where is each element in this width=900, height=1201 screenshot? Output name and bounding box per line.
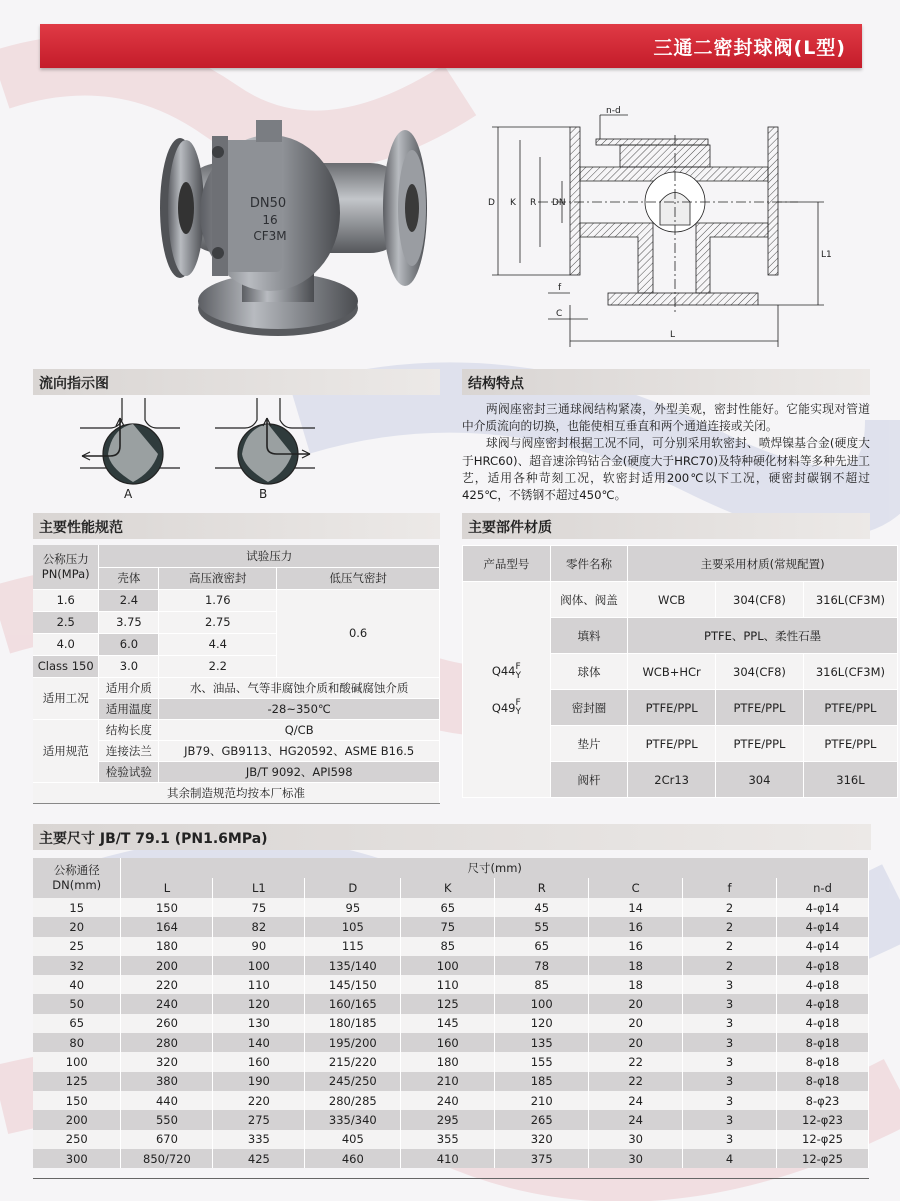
table-row: 填料 PTFE、PPL、柔性石墨 bbox=[463, 618, 898, 654]
dim-label-dn: DN bbox=[552, 198, 566, 208]
table-cell: 335 bbox=[213, 1130, 305, 1149]
flow-diagram bbox=[70, 398, 340, 502]
table-cell: 65 bbox=[495, 937, 589, 956]
dim-label-d: D bbox=[488, 198, 495, 208]
table-cell: 4-φ14 bbox=[777, 898, 869, 917]
table-cell: 24 bbox=[589, 1110, 683, 1129]
table-row: 密封圈 PTFE/PPL PTFE/PPL PTFE/PPL bbox=[463, 690, 898, 726]
table-cell: 4-φ14 bbox=[777, 917, 869, 936]
table-cell: 3 bbox=[683, 1130, 777, 1149]
table-row bbox=[33, 1072, 869, 1091]
table-row bbox=[33, 917, 869, 936]
table-cell: 190 bbox=[213, 1072, 305, 1091]
table-cell: 250 bbox=[33, 1130, 121, 1149]
table-cell: 180 bbox=[121, 937, 213, 956]
table-cell: 8-φ23 bbox=[777, 1091, 869, 1110]
table-row bbox=[33, 1014, 869, 1033]
photo-marking-pn: 16 bbox=[262, 213, 278, 227]
features-para-1: 两阀座密封三通球阀结构紧凑，外型美观，密封性能好。它能实现对管道中介质流向的切换，也能使相互垂直和两个通道连接或关闭。 bbox=[462, 402, 870, 434]
table-cell: 20 bbox=[33, 917, 121, 936]
table-cell: 215/220 bbox=[305, 1052, 401, 1071]
table-row: 阀杆 2Cr13 304 316L bbox=[463, 762, 898, 798]
table-cell: 4-φ18 bbox=[777, 994, 869, 1013]
table-cell: 20 bbox=[589, 1014, 683, 1033]
dim-label-nd: n-d bbox=[606, 106, 621, 116]
dimensions-heading: 主要尺寸 JB/T 79.1 (PN1.6MPa) bbox=[33, 824, 871, 850]
table-cell: 200 bbox=[121, 956, 213, 975]
table-row bbox=[33, 975, 869, 994]
flow-label-a: A bbox=[124, 487, 133, 501]
dim-label-l1: L1 bbox=[821, 250, 832, 260]
table-cell: 15 bbox=[33, 898, 121, 917]
table-cell: 20 bbox=[589, 1033, 683, 1052]
table-row bbox=[33, 1110, 869, 1129]
table-cell: 3 bbox=[683, 1091, 777, 1110]
table-cell: 280/285 bbox=[305, 1091, 401, 1110]
table-cell: 3 bbox=[683, 1072, 777, 1091]
table-cell: 105 bbox=[305, 917, 401, 936]
table-cell: 155 bbox=[495, 1052, 589, 1071]
flow-heading: 流向指示图 bbox=[33, 369, 440, 395]
table-row: 垫片 PTFE/PPL PTFE/PPL PTFE/PPL bbox=[463, 726, 898, 762]
table-cell: 16 bbox=[589, 917, 683, 936]
table-cell: 2 bbox=[683, 956, 777, 975]
table-cell: 200 bbox=[33, 1110, 121, 1129]
table-row: 1.6 2.4 1.76 0.6 bbox=[33, 589, 440, 611]
dim-label-l: L bbox=[670, 330, 676, 340]
table-cell: 670 bbox=[121, 1130, 213, 1149]
table-cell: 14 bbox=[589, 898, 683, 917]
table-cell: 210 bbox=[401, 1072, 495, 1091]
table-cell: 440 bbox=[121, 1091, 213, 1110]
performance-table: 公称压力 PN(MPa) 试验压力 壳体 高压液密封 低压气密封 1.6 2.4 1.76 0.6 2.5 3.75 2.75 4.0 6.0 4.4 Class 150 3.0 2.2 适用工况 适用介质 水、油品、气等非腐蚀介质和酸碱腐蚀介质 适用温度 -28~350℃ 适用规范 结构长度 Q/CB 连接法兰 JB79、GB9113、HG20592、ASME B16.5 检验试验 JB/T 9092、API598 其余制造规范均按本厂标准 bbox=[33, 545, 440, 804]
table-cell: 80 bbox=[33, 1033, 121, 1052]
features-text bbox=[462, 401, 870, 504]
table-cell: 460 bbox=[305, 1149, 401, 1168]
table-cell: 82 bbox=[213, 917, 305, 936]
valve-photo bbox=[150, 108, 435, 353]
table-cell: 850/720 bbox=[121, 1149, 213, 1168]
photo-marking-dn: DN50 bbox=[249, 196, 287, 211]
table-cell: 8-φ18 bbox=[777, 1072, 869, 1091]
table-cell: 4-φ18 bbox=[777, 956, 869, 975]
table-cell: 100 bbox=[401, 956, 495, 975]
table-cell: 4-φ14 bbox=[777, 937, 869, 956]
table-cell: 110 bbox=[213, 975, 305, 994]
table-cell: 320 bbox=[495, 1130, 589, 1149]
page-title: 三通二密封球阀(L型) bbox=[653, 37, 846, 59]
table-cell: 65 bbox=[33, 1014, 121, 1033]
table-cell: 3 bbox=[683, 994, 777, 1013]
table-cell: 22 bbox=[589, 1052, 683, 1071]
table-cell: 3 bbox=[683, 1052, 777, 1071]
table-row bbox=[33, 1052, 869, 1071]
photo-marking-material: CF3M bbox=[253, 229, 287, 243]
table-cell: 18 bbox=[589, 956, 683, 975]
table-cell: 4-φ18 bbox=[777, 975, 869, 994]
table-cell: 135 bbox=[495, 1033, 589, 1052]
table-cell: 12-φ25 bbox=[777, 1130, 869, 1149]
table-cell: 355 bbox=[401, 1130, 495, 1149]
dim-label-c: C bbox=[556, 309, 563, 319]
table-cell: 85 bbox=[401, 937, 495, 956]
table-cell: 22 bbox=[589, 1072, 683, 1091]
table-row bbox=[33, 937, 869, 956]
table-cell: 4-φ18 bbox=[777, 1014, 869, 1033]
table-cell: 550 bbox=[121, 1110, 213, 1129]
table-cell: 2 bbox=[683, 917, 777, 936]
table-cell: 220 bbox=[213, 1091, 305, 1110]
dimensions-body bbox=[33, 898, 869, 1168]
flow-label-b: B bbox=[259, 487, 268, 501]
table-cell: 25 bbox=[33, 937, 121, 956]
table-cell: 300 bbox=[33, 1149, 121, 1168]
table-cell: 240 bbox=[401, 1091, 495, 1110]
table-row: 4.0 6.0 4.4 bbox=[33, 633, 440, 655]
dim-label-k: K bbox=[510, 198, 516, 208]
table-row bbox=[33, 1130, 869, 1149]
table-cell: 95 bbox=[305, 898, 401, 917]
dimensions-bottom-rule bbox=[33, 1178, 869, 1179]
table-cell: 12-φ23 bbox=[777, 1110, 869, 1129]
table-cell: 100 bbox=[33, 1052, 121, 1071]
table-cell: 164 bbox=[121, 917, 213, 936]
table-row bbox=[33, 994, 869, 1013]
table-row bbox=[33, 1033, 869, 1052]
table-cell: 20 bbox=[589, 994, 683, 1013]
table-row: 2.5 3.75 2.75 bbox=[33, 611, 440, 633]
table-cell: 120 bbox=[495, 1014, 589, 1033]
technical-drawing bbox=[478, 105, 838, 357]
table-cell: 145 bbox=[401, 1014, 495, 1033]
table-cell: 16 bbox=[589, 937, 683, 956]
table-cell: 160 bbox=[401, 1033, 495, 1052]
table-row bbox=[33, 898, 869, 917]
table-cell: 65 bbox=[401, 898, 495, 917]
table-cell: 8-φ18 bbox=[777, 1052, 869, 1071]
table-cell: 18 bbox=[589, 975, 683, 994]
table-cell: 3 bbox=[683, 1110, 777, 1129]
table-cell: 24 bbox=[589, 1091, 683, 1110]
table-cell: 125 bbox=[401, 994, 495, 1013]
table-cell: 3 bbox=[683, 1014, 777, 1033]
features-para-2: 球阀与阀座密封根据工况不同，可分别采用软密封、喷焊镍基合金(硬度大于HRC60)、超音速涂钨钴合金(硬度大于HRC70)及特种硬化材料等多种先进工艺，适用各种苛刻工况，软密封适用200℃以下工况，硬密封碳钢不超过425℃，不锈钢不超过450℃。 bbox=[462, 436, 870, 503]
table-cell: 375 bbox=[495, 1149, 589, 1168]
table-cell: 30 bbox=[589, 1130, 683, 1149]
table-cell: 135/140 bbox=[305, 956, 401, 975]
title-bar bbox=[40, 24, 862, 68]
table-cell: 240 bbox=[121, 994, 213, 1013]
dim-label-f: f bbox=[558, 283, 562, 293]
table-cell: 100 bbox=[213, 956, 305, 975]
table-cell: 100 bbox=[495, 994, 589, 1013]
table-cell: 75 bbox=[401, 917, 495, 936]
materials-table: 产品型号 零件名称 主要采用材质(常规配置) Q44F Y Q49F Y 阀体、阀盖 WCB 304(CF8) 316L(CF3M) 填料 PTFE、PPL、柔性石墨 球体 WCB+HCr 304(CF8) 316L(CF3M) 密封圈 PTFE/PPL PTFE/PPL PTFE/PPL 垫片 PTFE/PPL PTFE/PPL PTFE/PPL 阀杆 2Cr13 304 316L bbox=[462, 545, 898, 798]
table-cell: 110 bbox=[401, 975, 495, 994]
table-cell: 160 bbox=[213, 1052, 305, 1071]
table-cell: 320 bbox=[121, 1052, 213, 1071]
table-cell: 40 bbox=[33, 975, 121, 994]
table-cell: 210 bbox=[495, 1091, 589, 1110]
table-row: 球体 WCB+HCr 304(CF8) 316L(CF3M) bbox=[463, 654, 898, 690]
table-cell: 150 bbox=[121, 898, 213, 917]
table-cell: 275 bbox=[213, 1110, 305, 1129]
table-row bbox=[33, 1091, 869, 1110]
table-cell: 3 bbox=[683, 1033, 777, 1052]
table-cell: 32 bbox=[33, 956, 121, 975]
table-row bbox=[33, 956, 869, 975]
table-cell: 2 bbox=[683, 898, 777, 917]
table-cell: 85 bbox=[495, 975, 589, 994]
materials-heading: 主要部件材质 bbox=[462, 513, 870, 539]
table-cell: 220 bbox=[121, 975, 213, 994]
table-cell: 140 bbox=[213, 1033, 305, 1052]
features-heading: 结构特点 bbox=[462, 369, 870, 395]
table-cell: 8-φ18 bbox=[777, 1033, 869, 1052]
table-cell: 410 bbox=[401, 1149, 495, 1168]
dim-label-r: R bbox=[530, 198, 537, 208]
table-cell: 55 bbox=[495, 917, 589, 936]
table-cell: 75 bbox=[213, 898, 305, 917]
dimensions-table: 公称通径 DN(mm) 尺寸(mm) L L1 D K R C f n-d 15 150 75 95 65 45 14 2 4-φ14 20 164 82 105 75 55 16 2 4-φ14 25 180 90 115 85 65 16 2 4-φ14 32 200 100 135/140 100 78 18 2 4-φ18 40 220 110 145/150 110 85 18 3 4-φ18 50 240 120 160/165 125 100 20 3 4-φ18 65 260 130 180/185 145 120 20 3 4-φ18 80 280 140 195/200 160 135 20 3 8-φ18 100 320 160 215/220 180 155 22 3 8-φ18 125 380 190 245/250 210 185 22 3 8-φ18 150 440 220 280/285 240 210 24 3 8-φ23 200 550 275 335/340 295 265 24 3 12-φ23 250 670 335 405 355 320 30 3 12-φ25 300 850/720 425 460 410 375 30 4 12-φ25 bbox=[33, 858, 869, 1168]
table-cell: 335/340 bbox=[305, 1110, 401, 1129]
table-cell: 195/200 bbox=[305, 1033, 401, 1052]
table-cell: 45 bbox=[495, 898, 589, 917]
table-cell: 380 bbox=[121, 1072, 213, 1091]
table-cell: 425 bbox=[213, 1149, 305, 1168]
table-cell: 30 bbox=[589, 1149, 683, 1168]
table-cell: 260 bbox=[121, 1014, 213, 1033]
table-cell: 50 bbox=[33, 994, 121, 1013]
table-cell: 180/185 bbox=[305, 1014, 401, 1033]
table-cell: 12-φ25 bbox=[777, 1149, 869, 1168]
table-cell: 2 bbox=[683, 937, 777, 956]
table-cell: 120 bbox=[213, 994, 305, 1013]
table-cell: 4 bbox=[683, 1149, 777, 1168]
table-cell: 130 bbox=[213, 1014, 305, 1033]
table-cell: 115 bbox=[305, 937, 401, 956]
table-cell: 145/150 bbox=[305, 975, 401, 994]
table-cell: 3 bbox=[683, 975, 777, 994]
table-cell: 245/250 bbox=[305, 1072, 401, 1091]
table-row: Class 150 3.0 2.2 bbox=[33, 655, 440, 677]
table-cell: 265 bbox=[495, 1110, 589, 1129]
table-cell: 125 bbox=[33, 1072, 121, 1091]
table-cell: 180 bbox=[401, 1052, 495, 1071]
performance-heading: 主要性能规范 bbox=[33, 513, 440, 539]
table-cell: 280 bbox=[121, 1033, 213, 1052]
table-cell: 150 bbox=[33, 1091, 121, 1110]
table-cell: 78 bbox=[495, 956, 589, 975]
table-cell: 185 bbox=[495, 1072, 589, 1091]
table-row bbox=[33, 1149, 869, 1168]
table-cell: 90 bbox=[213, 937, 305, 956]
table-cell: 295 bbox=[401, 1110, 495, 1129]
table-cell: 405 bbox=[305, 1130, 401, 1149]
table-row: Q44F Y Q49F Y 阀体、阀盖 WCB 304(CF8) 316L(CF3M) bbox=[463, 582, 898, 618]
table-cell: 160/165 bbox=[305, 994, 401, 1013]
